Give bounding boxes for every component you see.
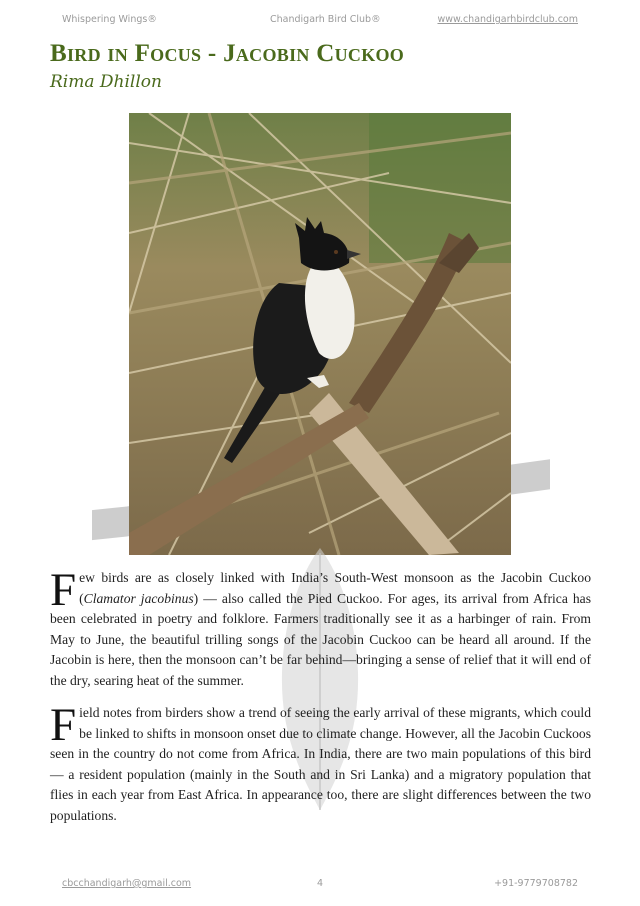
p1-text-end: ) — also called the Pied Cuckoo. For ages, its arrival from Africa has been celebrated in poetry and folklore. Farmers traditionally see it as a harbinger of rain. From May to June, the beautiful trilling songs of the Jacobin Cuckoo can be heard all around. If the Jacobin is here, then the monsoon can’t be far behind—bringing a sense of relief that it will end of the dry, searing heat of the summer. [50, 590, 591, 688]
drop-cap: F [50, 564, 77, 616]
jacobin-cuckoo-photo [129, 113, 511, 555]
page-footer [62, 878, 578, 894]
header-magazine-name: Whispering Wings® [62, 14, 157, 25]
header-club-name: Chandigarh Bird Club® [270, 14, 381, 25]
drop-cap: F [50, 699, 77, 751]
scientific-name: Clamator jacobinus [83, 590, 194, 606]
article-paragraph-2 [50, 699, 591, 827]
footer-email-link[interactable]: cbcchandigarh@gmail.com [62, 878, 192, 889]
header-website-link[interactable]: www.chandigarhbirdclub.com [437, 14, 578, 25]
decorative-shape-left [92, 506, 132, 540]
page-header [62, 14, 578, 30]
article-title: Bird in Focus - Jacobin Cuckoo [50, 40, 405, 67]
page-number: 4 [317, 878, 324, 889]
p2-text: ield notes from birders show a trend of seeing the early arrival of these migrants, which could be linked to shifts in monsoon onset due to climate change. However, all the Jacobin Cuckoos seen in the country do not come from Africa. In India, there are two main populations of this bird— a resident population (mainly in the South and in Sri Lanka) and a migratory population that flies in each year from East Africa. In appearance too, there are slight differences between the two populations. [50, 705, 591, 823]
footer-phone: +91-9779708782 [494, 878, 578, 889]
decorative-shape-right [510, 459, 550, 495]
p1-text-start: ew birds are as closely linked with India’s South-West monsoon as the Jacobin Cuckoo ( [79, 570, 591, 606]
article-author: Rima Dhillon [50, 72, 162, 92]
article-paragraph-1 [50, 564, 591, 692]
